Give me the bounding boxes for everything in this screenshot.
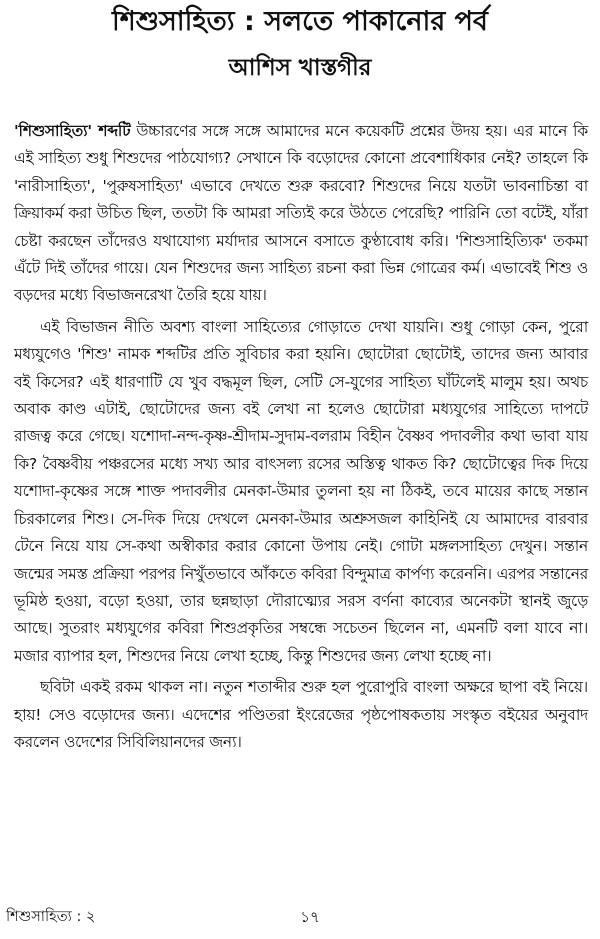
article-body: [14, 118, 588, 756]
page-number: ১৭: [300, 908, 320, 926]
running-footer-title: শিশুসাহিত্য : ২: [6, 909, 96, 925]
lead-term: 'শিশুসাহিত্য' শব্দটি: [14, 122, 131, 140]
paragraph-3: ছবিটা একই রকম থাকল না। নতুন শতাব্দীর শুরু হল পুরোপুরি বাংলা অক্ষরে ছাপা বই নিয়ে। হায়! সেও বড়োদের জন্য। এদেশের পণ্ডিতরা ইংরেজের পৃষ্ঠপোষকতায় সংস্কৃত বইয়ের অনুবাদ করলেন ওদেশের সিবিলিয়ানদের জন্য।: [14, 678, 588, 751]
paragraph-1: [14, 118, 588, 310]
article-title: শিশুসাহিত্য : সলতে পাকানোর পর্ব: [112, 6, 488, 37]
paragraph-1-text: উচ্চারণের সঙ্গে সঙ্গে আমাদের মনে কয়েকটি প্রশ্নের উদয় হয়। এর মানে কি এই সাহিত্য শুধু শিশুদের পাঠযোগ্য? সেখানে কি বড়োদের কোনো প্রবেশাধিকার নেই? তাহলে কি 'নারীসাহিত্য', 'পুরুষসাহিত্য' এভাবে দেখতে শুরু করবো? শিশুদের নিয়ে যতটা ভাবনাচিন্তা বা ক্রিয়াকর্ম করা উচিত ছিল, ততটা কি আমরা সত্যিই করে উঠতে পেরেছি? পারিনি তো বটেই, যাঁরা চেষ্টা করছেন তাঁদেরও যথাযোগ্য মর্যাদার আসনে বসাতে কুণ্ঠাবোধ করি। 'শিশুসাহিত্যিক' তকমা এঁটে দিই তাঁদের গায়ে। যেন শিশুদের জন্য সাহিত্য রচনা করা ভিন্ন গোত্রের কর্ম। এভাবেই শিশু ও বড়দের মধ্যে বিভাজনরেখা তৈরি হয়ে যায়।: [14, 122, 588, 305]
author-name: আশিস খাস্তগীর: [228, 55, 372, 81]
paragraph-2: এই বিভাজন নীতি অবশ্য বাংলা সাহিত্যের গোড়াতে দেখা যায়নি। শুধু গোড়া কেন, পুরো মধ্যযুগেও 'শিশু' নামক শব্দটির প্রতি সুবিচার করা হয়নি। ছোটোরা ছোটোই, তাদের জন্য আবার বই কিসের? এই ধারণাটি যে খুব বদ্ধমূল ছিল, সেটি সে-যুগের সাহিত্য ঘাঁটলেই মালুম হয়। অথচ অবাক কাণ্ড এটাই, ছোটোদের জন্য বই লেখা না হলেও ছোটোরা মধ্যযুগের সাহিত্যে দাপটে রাজত্ব করে গেছে। যশোদা-নন্দ-কৃষ্ণ-শ্রীদাম-সুদাম-বলরাম বিহীন বৈষ্ণব পদাবলীর কথা ভাবা যায় কি? বৈষ্ণবীয় পঞ্চরসের মধ্যে সখ্য আর বাৎসল্য রসের অস্তিত্ব থাকত কি? ছোটোত্বের দিক দিয়ে যশোদা-কৃষ্ণের সঙ্গে শাক্ত পদাবলীর মেনকা-উমার তুলনা হয় না ঠিকই, তবে মায়ের কাছে সন্তান চিরকালের শিশু। সে-দিক দিয়ে দেখলে মেনকা-উমার অশ্রুসজল কাহিনিই যে আমাদের বারবার টেনে নিয়ে যায় সে-কথা অস্বীকার করার কোনো উপায় নেই। গোটা মঙ্গলসাহিত্য দেখুন। সন্তান জন্মের সমস্ত প্রক্রিয়া পরপর নিখুঁতভাবে আঁকতে কবিরা বিন্দুমাত্র কার্পণ্য করেননি। এরপর সন্তানের ভূমিষ্ঠ হওয়া, বড়ো হওয়া, তার ছন্নছাড়া দৌরাত্ম্যের সরস বর্ণনা কাব্যের অনেকটা স্থানই জুড়ে আছে। সুতরাং মধ্যযুগের কবিরা শিশুপ্রকৃতির সম্বন্ধে সচেতন ছিলেন না, এমনটি বলা যাবে না। মজার ব্যাপার হল, শিশুদের নিয়ে লেখা হচ্ছে, কিন্তু শিশুদের জন্য লেখা হচ্ছে না।: [14, 317, 588, 665]
